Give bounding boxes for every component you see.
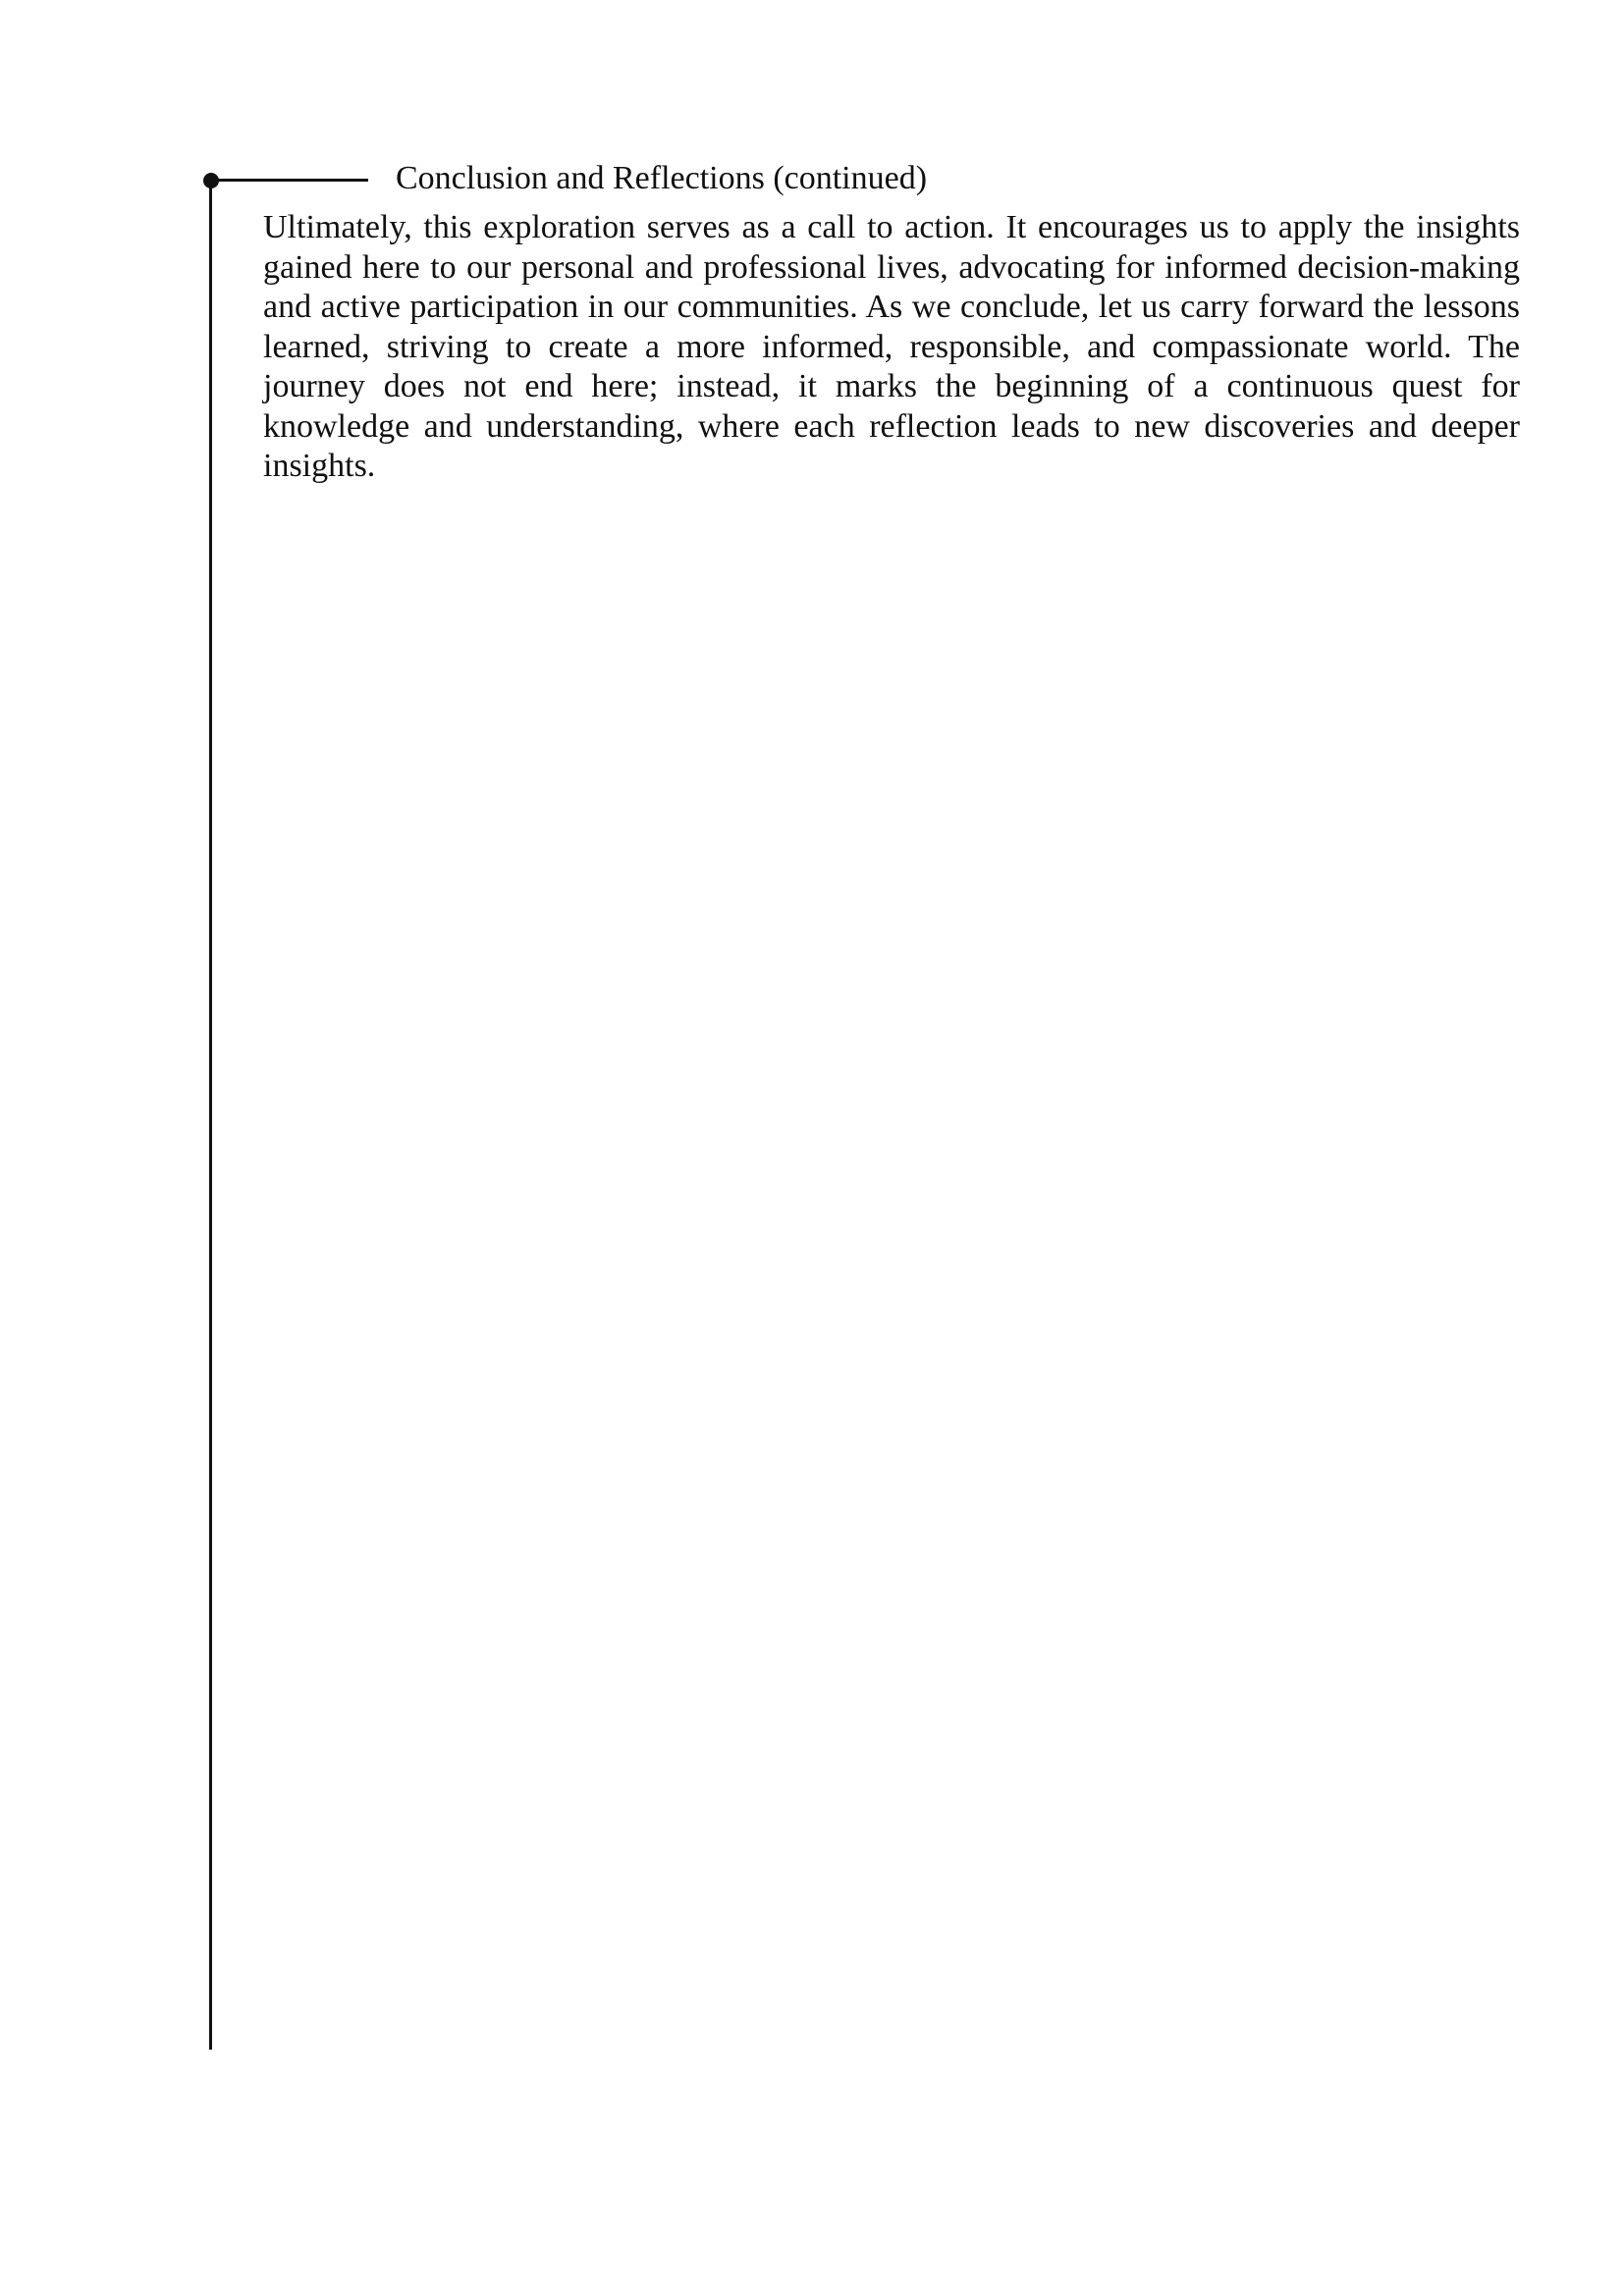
timeline-vertical-line	[209, 181, 212, 2050]
timeline-connector-line	[211, 179, 368, 182]
timeline-dot-marker	[203, 173, 219, 188]
section-body-paragraph: Ultimately, this exploration serves as a call to action. It encourages us to apply the insights gained here to our personal and professional lives, advocating for informed decision-making and active participation in our communities. As we conclude, let us carry forward the lessons learned, striving to create a more informed, responsible, and compassionate world. The journey does not end here; instead, it marks the beginning of a continuous quest for knowledge and understanding, where each reflection leads to new discoveries and deeper insights.	[263, 209, 1520, 484]
section-title: Conclusion and Reflections (continued)	[396, 160, 928, 196]
